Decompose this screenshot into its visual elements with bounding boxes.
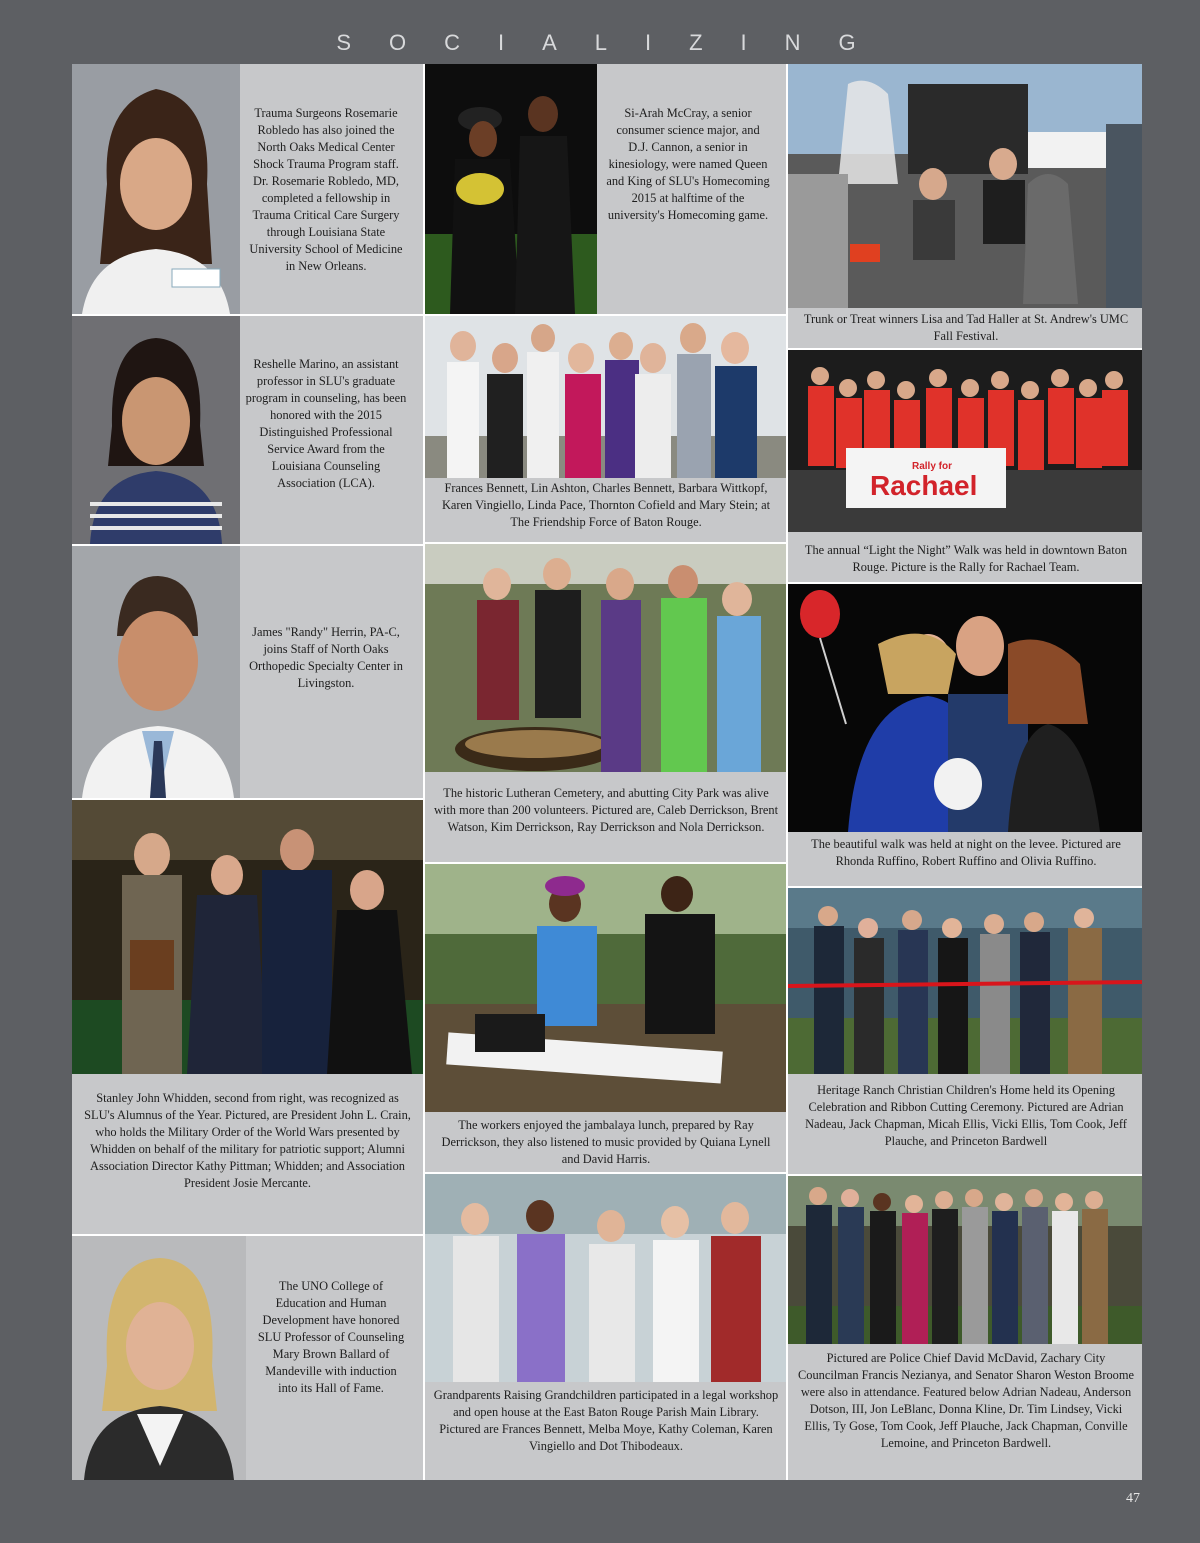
caption-herrin: James "Randy" Herrin, PA-C, joins Staff of North Oaks Orthopedic Specialty Center in Livingston. bbox=[249, 625, 403, 690]
caption-cemetery: The historic Lutheran Cemetery, and abutting City Park was alive with more than 200 volunteers. Pictured are, Caleb Derrickson, Brent Watson, Kim Derrickson, Ray Derrickson and Nola Derrickson. bbox=[433, 786, 779, 834]
banner-small-text: Rally for bbox=[912, 461, 953, 472]
photo-ribbon-cutting bbox=[788, 888, 1142, 1074]
caption-levee-walk: The beautiful walk was held at night on the levee. Pictured are Rhonda Ruffino, Robert Ruffino and Olivia Ruffino. bbox=[811, 837, 1121, 868]
caption-ribbon-cutting: Heritage Ranch Christian Children's Home held its Opening Celebration and Ribbon Cutting Ceremony. Pictured are Adrian Nadeau, Jack Chapman, Micah Ellis, Vicki Ellis, Tom Cook, Jeff Plauche, and Princeton Bardwell bbox=[805, 1083, 1127, 1148]
page-number: 47 bbox=[1126, 1491, 1140, 1506]
photo-cemetery-volunteers bbox=[425, 544, 786, 772]
portrait-photo-herrin bbox=[72, 546, 240, 798]
banner-big-text: Rachael bbox=[870, 470, 978, 501]
photo-heritage-ranch-group bbox=[788, 1176, 1142, 1344]
group-photo-whidden bbox=[72, 800, 423, 1074]
portrait-photo-ballard bbox=[72, 1236, 246, 1480]
caption-ballard: The UNO College of Education and Human Development have honored SLU Professor of Counseling Mary Brown Ballard of Mandeville with induction into its Hall of Fame. bbox=[257, 1279, 405, 1395]
caption-marino: Reshelle Marino, an assistant professor in SLU's graduate program in counseling, has been honored with the 2015 Distinguished Professional Service Award from the Louisiana Counseling Association (LCA). bbox=[245, 357, 407, 490]
caption-friendship-force: Frances Bennett, Lin Ashton, Charles Bennett, Barbara Wittkopf, Karen Vingiello, Linda Pace, Thornton Cofield and Mary Stein; at The Friendship Force of Baton Rouge. bbox=[441, 481, 771, 529]
portrait-photo-robledo bbox=[72, 64, 240, 314]
caption-grandparents: Grandparents Raising Grandchildren participated in a legal workshop and open house at the East Baton Rouge Parish Main Library. Pictured are Frances Bennett, Melba Moye, Kathy Coleman, Karen Vingiello and Dot Thibodeaux. bbox=[433, 1388, 779, 1453]
caption-musicians: The workers enjoyed the jambalaya lunch, prepared by Ray Derrickson, they also listened to music provided by Quiana Lynell and David Harris. bbox=[441, 1118, 771, 1166]
photo-homecoming-royalty bbox=[425, 64, 597, 314]
caption-light-the-night: The annual “Light the Night” Walk was held in downtown Baton Rouge. Picture is the Rally for Rachael Team. bbox=[804, 543, 1128, 574]
photo-musicians bbox=[425, 864, 786, 1112]
page-footer bbox=[0, 1480, 1200, 1543]
photo-levee-walk bbox=[788, 584, 1142, 832]
page-header bbox=[0, 0, 1200, 64]
caption-heritage-ranch-group: Pictured are Police Chief David McDavid, Zachary City Councilman Francis Nezianya, and Senator Sharon Weston Broome were also in attendance. Featured below Adrian Nadeau, Anderson Dotson, III, Jon LeBlanc, Donna Kline, Dr. Tim Lindsey, Vicki Ellis, Ty Gose, Tom Cook, Jeff Plauche, Jack Chapman, Conville Lemoine, and Princeton Bardwell. bbox=[798, 1351, 1134, 1450]
caption-trunk-or-treat: Trunk or Treat winners Lisa and Tad Haller at St. Andrew's UMC Fall Festival. bbox=[803, 312, 1129, 343]
photo-grandparents bbox=[425, 1174, 786, 1382]
photo-trunk-or-treat bbox=[788, 64, 1142, 308]
caption-whidden: Stanley John Whidden, second from right, was recognized as SLU's Alumnus of the Year. Pictured, are President John L. Crain, who holds the Military Order of the World Wars presented by Whidden on behalf of the military for patriotic support; Alumni Association Director Kathy Pittman; Whidden; and Association President Josie Mercante. bbox=[84, 1091, 411, 1190]
caption-robledo: Trauma Surgeons Rosemarie Robledo has also joined the North Oaks Medical Center Shock Trauma Program staff. Dr. Rosemarie Robledo, MD, completed a fellowship in Trauma Critical Care Surgery through Louisiana State University School of Medicine in New Orleans. bbox=[249, 106, 403, 273]
photo-friendship-force bbox=[425, 316, 786, 478]
banner-rally-for-rachael bbox=[870, 462, 1010, 500]
section-title: SOCIALIZING bbox=[336, 30, 894, 55]
caption-homecoming: Si-Arah McCray, a senior consumer science major, and D.J. Cannon, a senior in kinesiology, were named Queen and King of SLU's Homecoming 2015 at halftime of the university's Homecoming game. bbox=[606, 106, 770, 222]
portrait-photo-marino bbox=[72, 316, 240, 544]
photo-rally-for-rachael bbox=[788, 350, 1142, 532]
